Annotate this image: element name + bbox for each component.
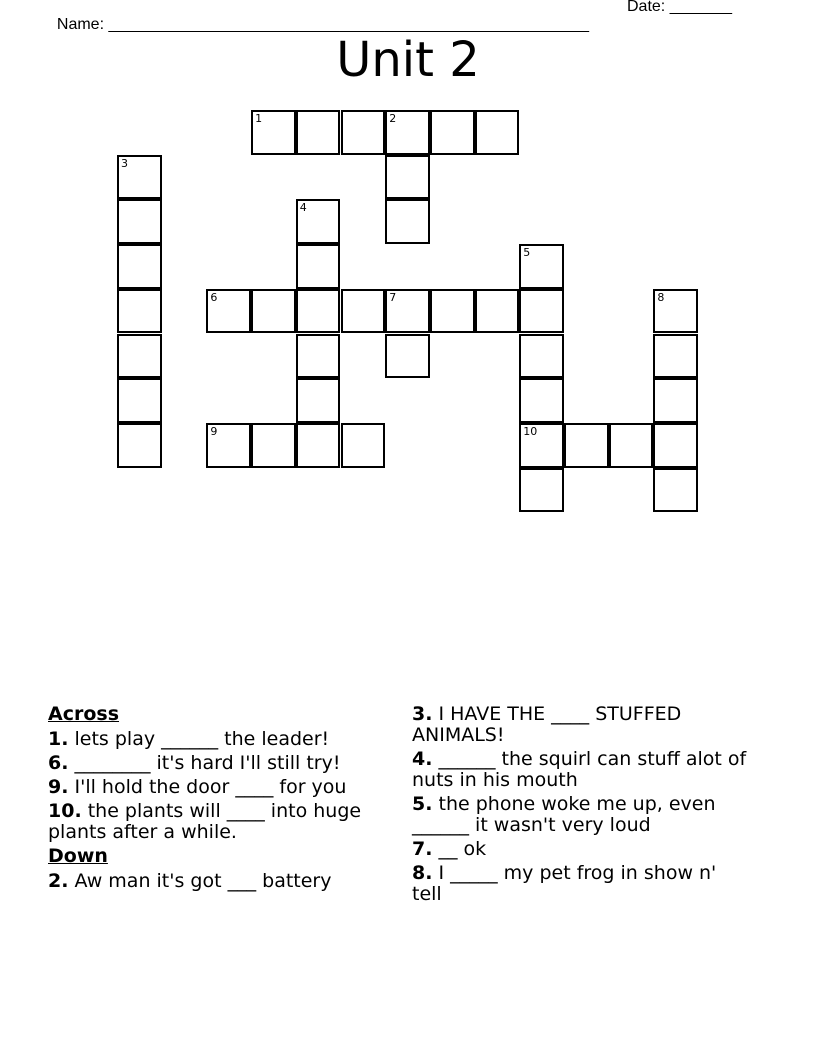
clue-number: 3. bbox=[412, 703, 433, 725]
crossword-cell[interactable] bbox=[519, 423, 564, 468]
crossword-cell[interactable] bbox=[251, 289, 296, 334]
crossword-cell[interactable] bbox=[296, 334, 341, 379]
crossword-cell[interactable] bbox=[251, 423, 296, 468]
crossword-cell[interactable] bbox=[117, 199, 162, 244]
crossword-cell[interactable] bbox=[653, 423, 698, 468]
clue-number-label: 2 bbox=[389, 112, 397, 125]
crossword-cell[interactable] bbox=[385, 110, 430, 155]
clue-text: __ ok bbox=[432, 838, 487, 860]
crossword-cell[interactable] bbox=[296, 378, 341, 423]
crossword-cell[interactable] bbox=[117, 334, 162, 379]
clue-number: 7. bbox=[412, 838, 433, 860]
clue-number-label: 5 bbox=[523, 246, 531, 260]
clue-number: 9. bbox=[48, 776, 69, 798]
clue-number-label: 7 bbox=[389, 290, 397, 304]
clue-text: the phone woke me up, even ______ it wasn't very loud bbox=[412, 793, 716, 836]
crossword-cell[interactable] bbox=[519, 334, 564, 379]
crossword-cell[interactable] bbox=[206, 289, 251, 334]
page-title: Unit 2 bbox=[336, 32, 480, 88]
crossword-cell[interactable] bbox=[341, 110, 386, 155]
crossword-cell[interactable] bbox=[206, 423, 251, 468]
crossword-cell[interactable] bbox=[653, 378, 698, 423]
crossword-cell[interactable] bbox=[475, 110, 520, 155]
clue-number: 8. bbox=[412, 862, 433, 884]
clue-number-label: 9 bbox=[210, 424, 218, 438]
crossword-cell[interactable] bbox=[117, 244, 162, 289]
crossword-cell[interactable] bbox=[341, 289, 386, 334]
crossword-cell[interactable] bbox=[385, 334, 430, 379]
down-heading: Down bbox=[48, 845, 108, 867]
crossword-cell[interactable] bbox=[519, 244, 564, 289]
clue-number-label: 1 bbox=[255, 112, 263, 125]
clue-text: Aw man it's got ___ battery bbox=[68, 870, 332, 892]
crossword-cell[interactable] bbox=[653, 468, 698, 513]
date-field-label[interactable]: Date: _______ bbox=[627, 0, 732, 15]
clues-column-right bbox=[412, 704, 752, 908]
clue-down-8 bbox=[412, 863, 752, 905]
clue-number: 2. bbox=[48, 870, 69, 892]
clue-down-5 bbox=[412, 794, 752, 836]
across-heading: Across bbox=[48, 703, 120, 725]
crossword-cell[interactable] bbox=[475, 289, 520, 334]
crossword-cell[interactable] bbox=[117, 423, 162, 468]
crossword-cell[interactable] bbox=[296, 199, 341, 244]
clue-down-2 bbox=[48, 871, 388, 892]
clue-text: I HAVE THE ____ STUFFED ANIMALS! bbox=[412, 703, 682, 746]
clue-text: I _____ my pet frog in show n' tell bbox=[412, 862, 717, 905]
clue-number-label: 4 bbox=[299, 201, 307, 215]
clue-number-label: 8 bbox=[657, 290, 665, 304]
clue-down-3 bbox=[412, 704, 752, 746]
crossword-cell[interactable] bbox=[609, 423, 654, 468]
crossword-cell[interactable] bbox=[519, 468, 564, 513]
clues-column-left bbox=[48, 704, 388, 895]
crossword-cell[interactable] bbox=[519, 378, 564, 423]
clue-across-1 bbox=[48, 729, 388, 750]
crossword-cell[interactable] bbox=[296, 244, 341, 289]
clue-down-4 bbox=[412, 749, 752, 791]
clue-text: lets play ______ the leader! bbox=[68, 728, 330, 750]
clue-number: 1. bbox=[48, 728, 69, 750]
crossword-cell[interactable] bbox=[296, 289, 341, 334]
crossword-cell[interactable] bbox=[564, 423, 609, 468]
clue-number: 4. bbox=[412, 748, 433, 770]
crossword-cell[interactable] bbox=[117, 378, 162, 423]
clue-across-6 bbox=[48, 753, 388, 774]
crossword-cell[interactable] bbox=[519, 289, 564, 334]
clue-text: the plants will ____ into huge plants after a while. bbox=[48, 800, 362, 843]
crossword-cell[interactable] bbox=[117, 289, 162, 334]
crossword-cell[interactable] bbox=[385, 289, 430, 334]
clue-number-label: 6 bbox=[210, 290, 218, 304]
clue-number: 10. bbox=[48, 800, 82, 822]
clue-number: 6. bbox=[48, 752, 69, 774]
crossword-cell[interactable] bbox=[430, 289, 475, 334]
clue-text: ________ it's hard I'll still try! bbox=[68, 752, 341, 774]
crossword-cell[interactable] bbox=[385, 199, 430, 244]
crossword-cell[interactable] bbox=[653, 334, 698, 379]
clue-down-7 bbox=[412, 839, 752, 860]
clue-across-10 bbox=[48, 801, 388, 843]
crossword-cell[interactable] bbox=[296, 110, 341, 155]
clue-number-label: 10 bbox=[523, 424, 538, 438]
crossword-cell[interactable] bbox=[430, 110, 475, 155]
crossword-cell[interactable] bbox=[341, 423, 386, 468]
clue-text: ______ the squirl can stuff alot of nuts in his mouth bbox=[412, 748, 747, 791]
crossword-cell[interactable] bbox=[653, 289, 698, 334]
name-field-label[interactable]: Name: ______________________________________________________ bbox=[56, 16, 589, 33]
clue-number-label: 3 bbox=[121, 156, 128, 170]
crossword-cell[interactable] bbox=[385, 155, 430, 200]
crossword-cell[interactable] bbox=[296, 423, 341, 468]
clue-across-9 bbox=[48, 777, 388, 798]
clue-text: I'll hold the door ____ for you bbox=[68, 776, 347, 798]
clue-number: 5. bbox=[412, 793, 433, 815]
crossword-cell[interactable] bbox=[251, 110, 296, 155]
crossword-cell[interactable] bbox=[117, 155, 162, 200]
